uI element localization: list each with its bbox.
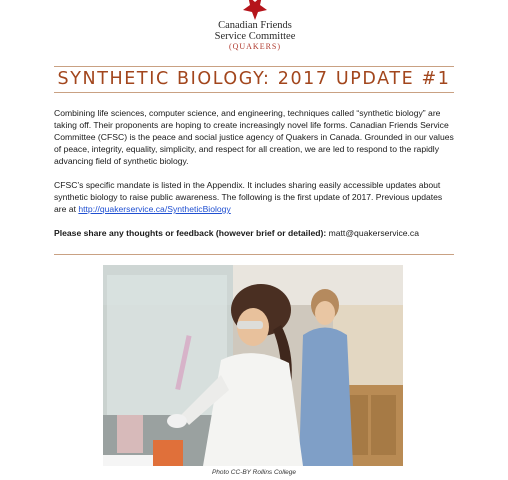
feedback-paragraph	[54, 227, 454, 239]
cfsc-logo	[200, 0, 310, 56]
feedback-prompt: Please share any thoughts or feedback (however brief or detailed):	[54, 228, 327, 238]
star-icon	[242, 0, 268, 20]
intro-paragraph: Combining life sciences, computer science, and engineering, techniques called “synthetic biology” are taking off. Their proponents are hoping to create increasingly novel life forms. Canadian Friends Service Committee (CFSC) is the peace and social justice agency of Quakers in Canada. Grounded in our values of peace, integrity, equality, simplicity, and respect for all creation, we are led to respond to the rapidly advancing field of synthetic biology.	[54, 108, 454, 166]
logo-line-3: (QUAKERS)	[228, 42, 282, 51]
mandate-text: CFSC’s specific mandate is listed in the Appendix. It includes sharing easily accessible updates about synthetic biology to raise public awareness. The following is the first update of 2017. Previous updates are at	[54, 180, 443, 214]
logo-line-1: Canadian Friends	[218, 20, 292, 31]
previous-updates-link[interactable]: http://quakerservice.ca/SyntheticBiology	[78, 204, 231, 214]
feedback-email[interactable]: matt@quakerservice.ca	[326, 228, 420, 238]
title-rule-bottom	[54, 92, 454, 93]
photo-caption: Photo CC-BY Rollins College	[211, 469, 297, 476]
logo-line-2: Service Committee	[214, 31, 296, 42]
title-rule-top	[54, 66, 454, 67]
section-rule	[54, 254, 454, 255]
document-body	[54, 107, 454, 251]
lab-photo	[103, 265, 403, 466]
page-title: SYNTHETIC BIOLOGY: 2017 UPDATE #1	[57, 69, 451, 89]
mandate-paragraph	[54, 179, 454, 215]
